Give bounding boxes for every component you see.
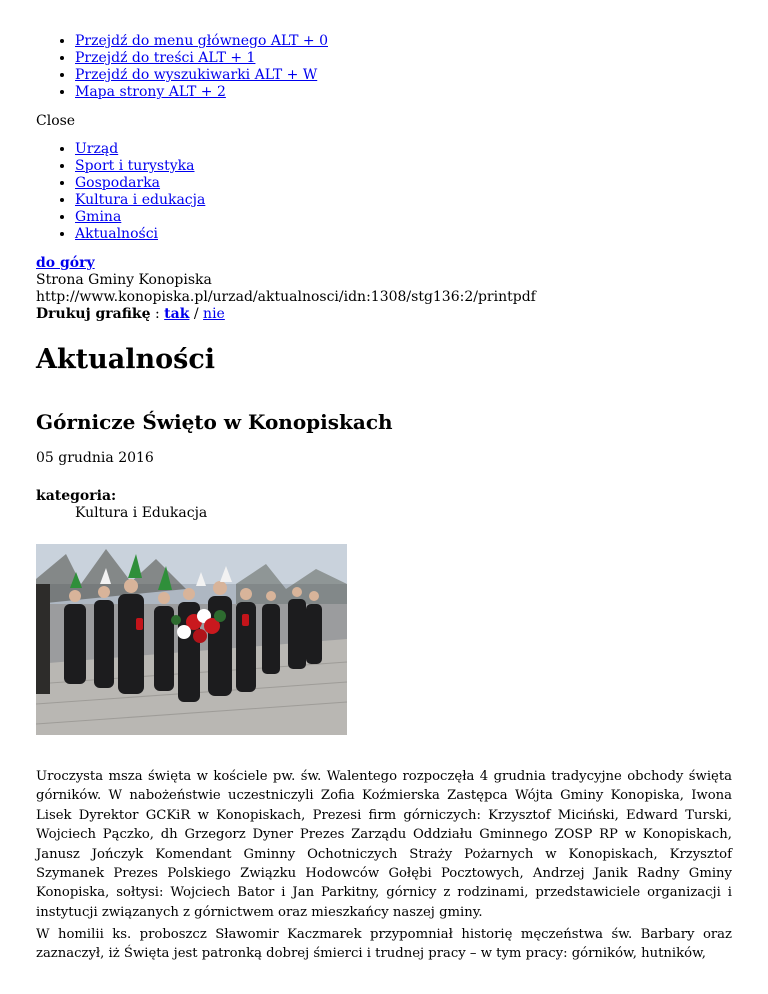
- main-menu-item: [75, 226, 205, 243]
- menu-link-gospodarka[interactable]: Gospodarka: [75, 175, 161, 191]
- main-menu-item: [75, 192, 205, 209]
- print-graphics-line: [36, 306, 536, 323]
- close-label: Close: [36, 113, 76, 129]
- menu-link-gmina[interactable]: Gmina: [75, 209, 122, 225]
- print-graphics-slash: /: [193, 306, 199, 322]
- site-name: Strona Gminy Konopiska: [36, 272, 212, 288]
- skip-links-list: [36, 33, 328, 101]
- article-title: Górnicze Święto w Konopiskach: [36, 410, 393, 434]
- skip-to-content-link[interactable]: Przejdź do treści ALT + 1: [75, 50, 256, 66]
- skip-link-item: [75, 84, 328, 101]
- print-graphics-yes-link[interactable]: tak: [164, 306, 190, 322]
- section-title: Aktualności: [36, 344, 216, 375]
- main-menu-item: [75, 209, 205, 226]
- main-menu-list: [36, 141, 205, 243]
- skip-link-item: [75, 33, 328, 50]
- article-paragraph-1: Uroczysta msza święta w kościele pw. św. Walentego rozpoczęła 4 grudnia tradycyjne obchody święta górników. W nabożeństwie uczestniczyli Zofia Koźmierska Zastępca Wójta Gminy Konopiska, Iwona Lisek Dyrektor GCKiR w Konopiskach, Prezesi firm górniczych: Krzysztof Miciński, Edward Turski, Wojciech Pączko, dh Grzegorz Dyner Prezes Zarządu Oddziału Gminnego ZOSP RP w Konopiskach, Janusz Jończyk Komendant Gminny Ochotniczych Straży Pożarnych w Konopiskach, Krzysztof Szymanek Prezes Polskiego Związku Hodowców Gołębi Pocztowych, Andrzej Janik Radny Gminy Konopiska, sołtysi: Wojciech Bator i Jan Parkitny, górnicy z rodzinami, przedstawiciele organizacji i instytucji związanych z górnictwem oraz mieszkańcy naszej gminy.: [36, 769, 732, 920]
- page-url: http://www.konopiska.pl/urzad/aktualnosci/idn:1308/stg136:2/printpdf: [36, 289, 536, 305]
- category-label: kategoria:: [36, 488, 117, 504]
- article-date: 05 grudnia 2016: [36, 450, 154, 466]
- category-value: Kultura i Edukacja: [75, 505, 208, 521]
- back-to-top-line: [36, 255, 536, 272]
- skip-link-item: [75, 67, 328, 84]
- skip-to-main-menu-link[interactable]: Przejdź do menu głównego ALT + 0: [75, 33, 328, 49]
- skip-to-search-link[interactable]: Przejdź do wyszukiwarki ALT + W: [75, 67, 318, 83]
- menu-link-sport[interactable]: Sport i turystyka: [75, 158, 195, 174]
- main-menu-item: [75, 141, 205, 158]
- menu-link-kultura[interactable]: Kultura i edukacja: [75, 192, 206, 208]
- print-graphics-separator: :: [155, 306, 160, 322]
- menu-link-aktualnosci[interactable]: Aktualności: [75, 226, 159, 242]
- article-category: [36, 488, 207, 522]
- main-menu-item: [75, 175, 205, 192]
- print-graphics-label: Drukuj grafikę: [36, 306, 151, 322]
- back-to-top-link[interactable]: do góry: [36, 255, 95, 271]
- sitemap-link[interactable]: Mapa strony ALT + 2: [75, 84, 226, 100]
- miners-procession-photo: [36, 544, 347, 735]
- menu-link-urzad[interactable]: Urząd: [75, 141, 119, 157]
- print-header: [36, 255, 536, 323]
- skip-link-item: [75, 50, 328, 67]
- print-graphics-no-link[interactable]: nie: [203, 306, 225, 322]
- article-paragraph-2: W homilii ks. proboszcz Sławomir Kaczmarek przypomniał historię męczeństwa św. Barbary oraz zaznaczył, iż Święta jest patronką dobrej śmierci i trudnej pracy – w tym pracy: górników, hutników,: [36, 927, 732, 962]
- article-photo: [36, 544, 347, 735]
- main-menu-item: [75, 158, 205, 175]
